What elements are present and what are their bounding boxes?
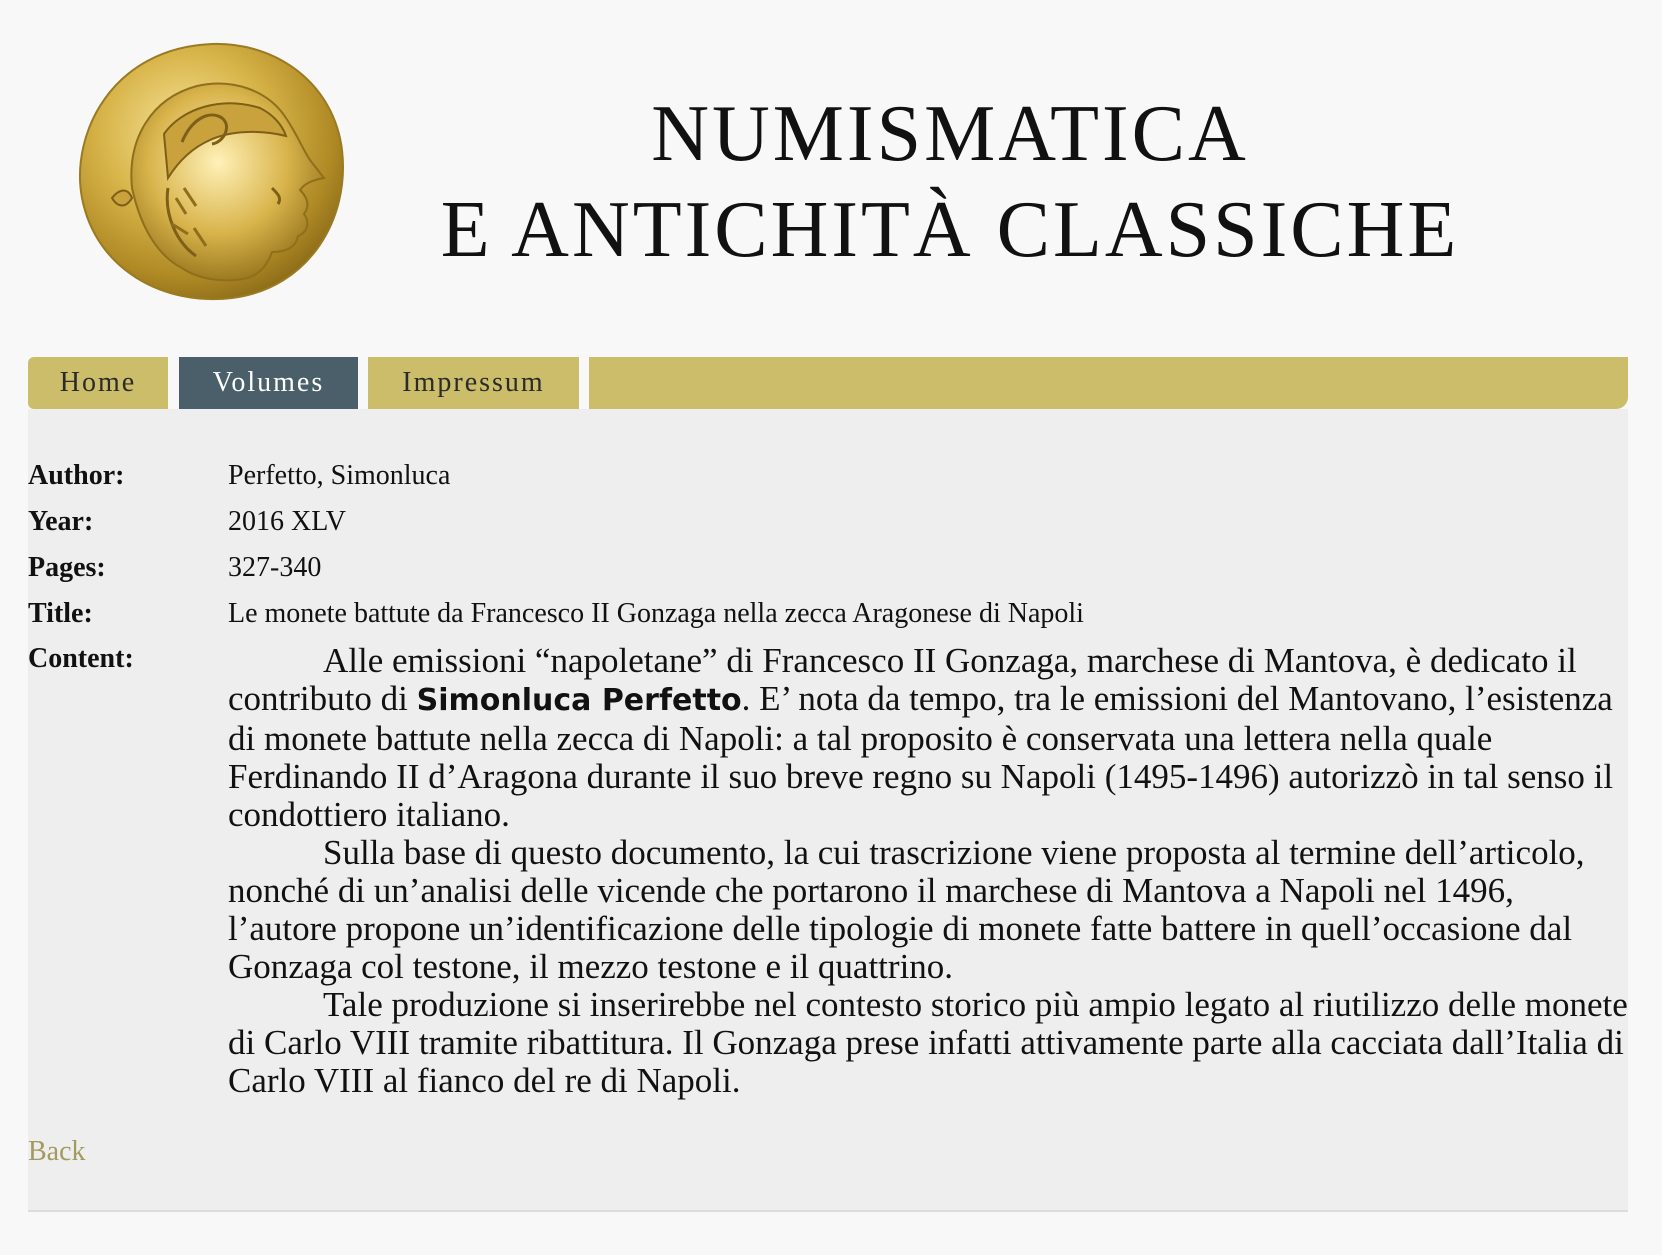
nav-bar-fill [589, 357, 1628, 409]
content-label: Content: [28, 643, 134, 674]
tab-impressum[interactable]: Impressum [368, 357, 579, 409]
year-value: 2016 XLV [228, 506, 346, 537]
title-value: Le monete battute da Francesco II Gonzaga nella zecca Aragonese di Napoli [228, 598, 1084, 629]
author-label: Author: [28, 460, 125, 491]
back-link[interactable]: Back [28, 1136, 86, 1167]
pages-value: 327-340 [228, 552, 322, 583]
abstract-author-name: Simonluca Perfetto [416, 683, 742, 718]
year-label: Year: [28, 506, 94, 537]
main-nav [28, 357, 1628, 409]
author-value: Perfetto, Simonluca [228, 460, 451, 491]
abstract-p1-start: Alle emissioni “napoletane” di Francesco II Gonzaga, marchese di Mantova, è dedicato il contributo di [228, 641, 1577, 718]
abstract-paragraph-3: Tale produzione si inserirebbe nel contesto storico più ampio legato al riutilizzo delle monete di Carlo VIII tramite ribattitura. Il Gonzaga prese infatti attivamente parte alla cacciata dall’Italia di Carlo VIII al fianco del re di Napoli. [228, 985, 1628, 1100]
abstract-p1-end: . E’ nota da tempo, tra le emissioni del Mantovano, l’esistenza di monete battute nella zecca di Napoli: a tal proposito è conservata una lettera nella quale Ferdinando II d’Aragona durante il suo breve regno su Napoli (1495-1496) autorizzò in tal senso il condottiero italiano. [228, 679, 1614, 834]
pages-label: Pages: [28, 552, 106, 583]
tab-volumes[interactable]: Volumes [179, 357, 358, 409]
site-title-line2: E ANTICHITÀ CLASSICHE [440, 186, 1460, 274]
site-title [400, 86, 1500, 278]
gold-coin-logo[interactable] [72, 38, 348, 304]
abstract-paragraph-1 [228, 642, 1628, 834]
article-panel [28, 409, 1628, 1212]
abstract-paragraph-2: Sulla base di questo documento, la cui trascrizione viene proposta al termine dell’articolo, nonché di un’analisi delle vicende che portarono il marchese di Mantova a Napoli nel 1496, l’autore propone un’identificazione delle tipologie di monete fatte battere in quell’occasione dal Gonzaga col testone, il mezzo testone e il quattrino. [228, 833, 1585, 986]
title-label: Title: [28, 598, 93, 629]
site-header [0, 0, 1662, 340]
tab-home[interactable]: Home [28, 357, 168, 409]
site-title-line1: NUMISMATICA [651, 90, 1249, 178]
abstract-text [228, 642, 1628, 1100]
